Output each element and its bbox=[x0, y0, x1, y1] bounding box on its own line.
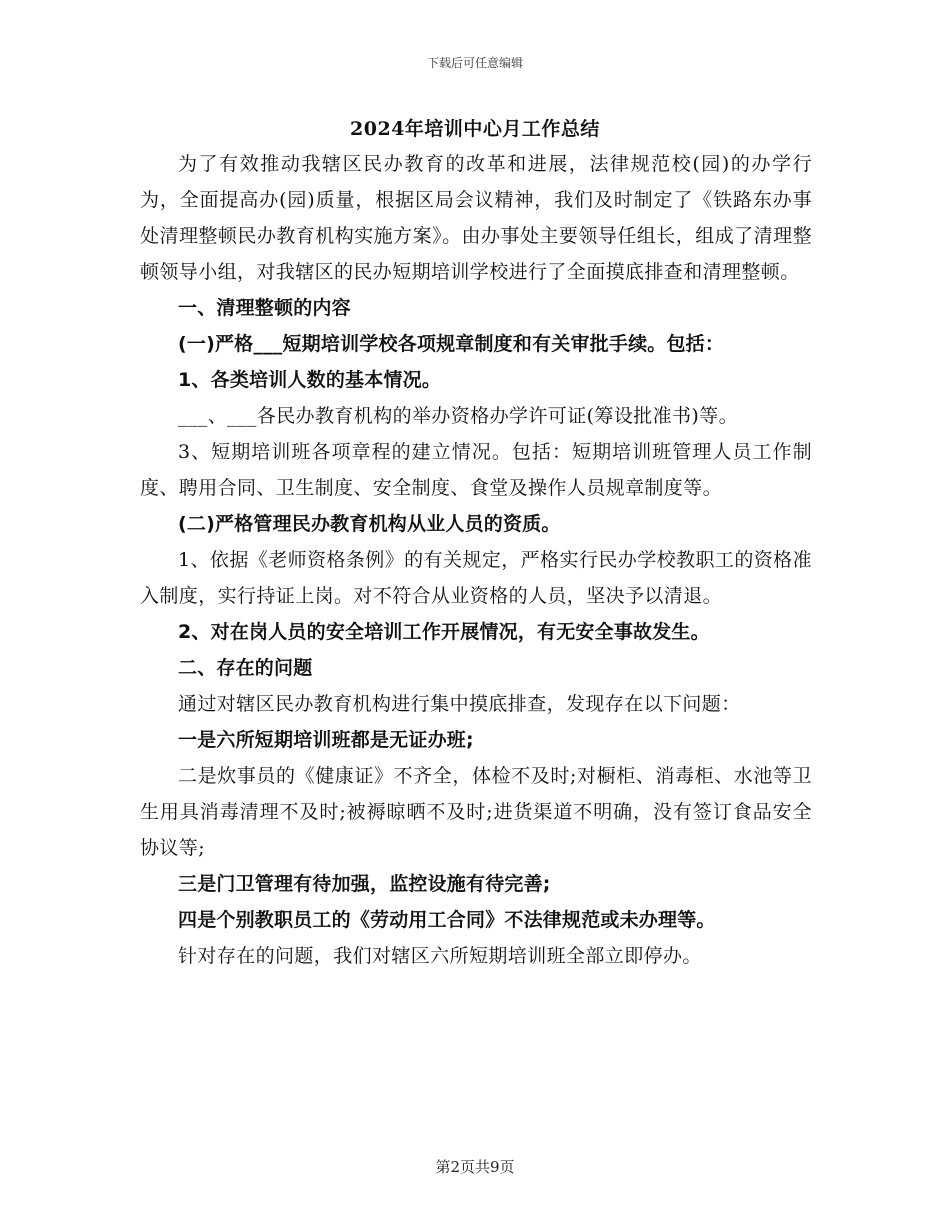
item-paragraph-1-3: 3、短期培训班各项章程的建立情况。包括：短期培训班管理人员工作制度、聘用合同、卫生制度、安全制度、食堂及操作人员规章制度等。 bbox=[140, 441, 812, 499]
intro-paragraph: 为了有效推动我辖区民办教育的改革和进展，法律规范校(园)的办学行为，全面提高办(园)质量，根据区局会议精神，我们及时制定了《铁路东办事处清理整顿民办教育机构实施方案》。由办事处主要领导任组长，组成了清理整顿领导小组，对我辖区的民办短期培训学校进行了全面摸底排查和清理整顿。 bbox=[140, 153, 812, 283]
document-title: 2024年培训中心月工作总结 bbox=[350, 118, 600, 140]
subsection-heading-2: (二)严格管理民办教育机构从业人员的资质。 bbox=[178, 513, 561, 535]
problems-intro: 通过对辖区民办教育机构进行集中摸底排查，发现存在以下问题： bbox=[178, 693, 741, 715]
header-note: 下载后可任意编辑 bbox=[426, 56, 523, 70]
section-heading-1: 一、清理整顿的内容 bbox=[178, 297, 351, 319]
response-paragraph: 针对存在的问题，我们对辖区六所短期培训班全部立即停办。 bbox=[178, 945, 702, 967]
problem-1: 一是六所短期培训班都是无证办班; bbox=[178, 729, 474, 751]
problem-4: 四是个别教职员工的《劳动用工合同》不法律规范或未办理等。 bbox=[178, 909, 716, 931]
item-heading-1-1: 1、各类培训人数的基本情况。 bbox=[178, 369, 442, 391]
section-heading-2: 二、存在的问题 bbox=[178, 657, 313, 679]
page-number: 第2页共9页 bbox=[435, 1158, 515, 1176]
subsection-heading-1: (一)严格___短期培训学校各项规章制度和有关审批手续。包括： bbox=[178, 333, 725, 355]
document-body bbox=[140, 146, 812, 974]
item-heading-2-2: 2、对在岗人员的安全培训工作开展情况，有无安全事故发生。 bbox=[178, 621, 710, 643]
problem-3: 三是门卫管理有待加强，监控设施有待完善; bbox=[178, 873, 551, 895]
item-paragraph-2-1: 1、依据《老师资格条例》的有关规定，严格实行民办学校教职工的资格准入制度，实行持证上岗。对不符合从业资格的人员，坚决予以清退。 bbox=[140, 549, 812, 607]
problem-2: 二是炊事员的《健康证》不齐全，体检不及时;对橱柜、消毒柜、水池等卫生用具消毒清理不及时;被褥晾晒不及时;进货渠道不明确，没有签订食品安全协议等; bbox=[140, 765, 812, 859]
item-paragraph-1-2: ___、___各民办教育机构的举办资格办学许可证(筹设批准书)等。 bbox=[178, 405, 739, 427]
